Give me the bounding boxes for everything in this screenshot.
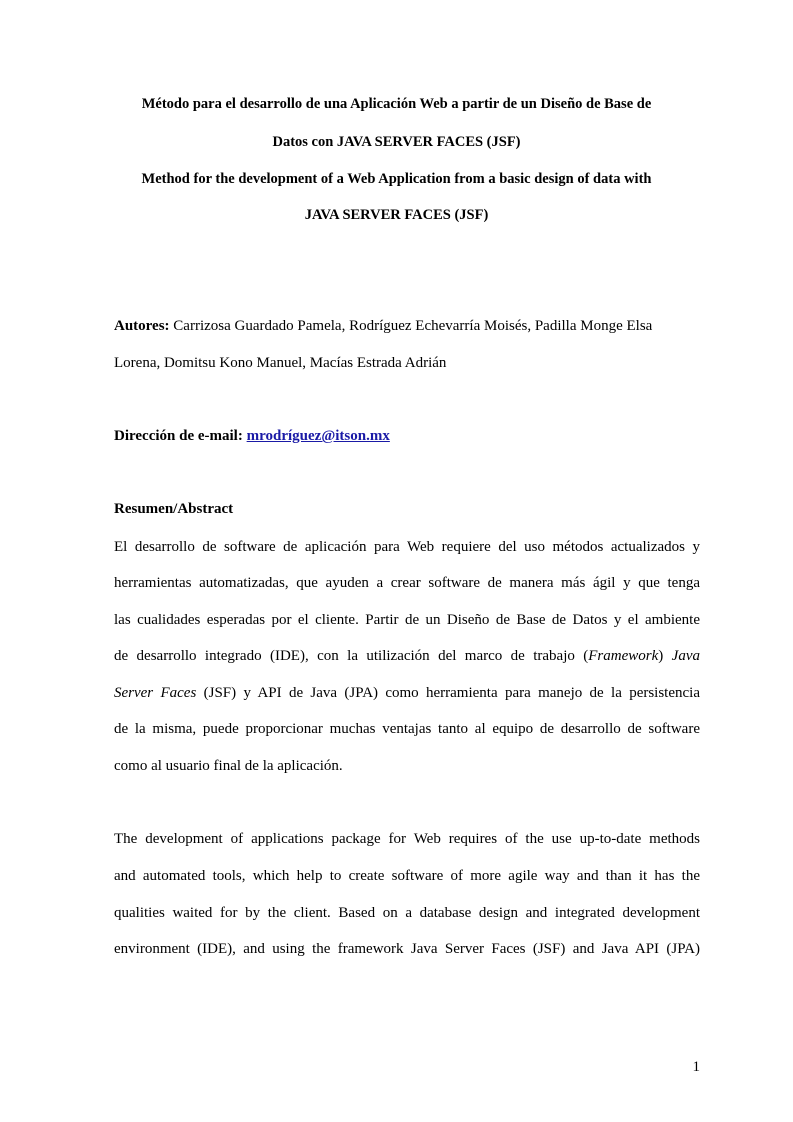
abstract-es-line-2: herramientas automatizadas, que ayuden a crear software de manera más ágil y que tenga [114,575,700,591]
authors-line-2: Lorena, Domitsu Kono Manuel, Macías Estrada Adrián [114,355,447,371]
title-english-line-2: JAVA SERVER FACES (JSF) [304,207,489,223]
email-link[interactable]: mrodríguez@itson.mx [246,428,390,444]
abstract-es-line-4-text: de desarrollo integrado (IDE), con la utilización del marco de trabajo ( [114,648,589,664]
abstract-es-line-4 [114,647,700,665]
abstract-heading: Resumen/Abstract [114,501,234,517]
framework-italic: Framework [588,648,659,664]
title-english-line-1: Method for the development of a Web Application from a basic design of data with [141,171,652,187]
title-spanish-line-1: Método para el desarrollo de una Aplicación Web a partir de un Diseño de Base de [141,96,652,112]
abstract-en-line-4: environment (IDE), and using the framework Java Server Faces (JSF) and Java API (JPA) [114,941,700,957]
server-faces-italic: Server Faces [114,685,197,701]
abstract-es-line-5 [114,684,700,702]
authors-label: Autores: [114,318,170,334]
authors-names-1: Carrizosa Guardado Pamela, Rodríguez Echevarría Moisés, Padilla Monge Elsa [169,318,653,334]
abstract-en-line-3: qualities waited for by the client. Based on a database design and integrated development [114,905,700,921]
abstract-es-line-7: como al usuario final de la aplicación. [114,758,343,774]
abstract-es-line-6: de la misma, puede proporcionar muchas ventajas tanto al equipo de desarrollo de software [114,721,700,737]
abstract-es-line-3: las cualidades esperadas por el cliente. Partir de un Diseño de Base de Datos y el ambiente [114,612,700,628]
abstract-en-line-2: and automated tools, which help to create software of more agile way and than it has the [114,868,700,884]
title-spanish-line-2: Datos con JAVA SERVER FACES (JSF) [272,134,521,150]
page-number: 1 [692,1059,700,1075]
email-line [114,427,700,445]
abstract-en-line-1: The development of applications package for Web requires of the use up-to-date methods [114,831,700,847]
authors-line-1 [114,317,700,335]
abstract-es-line-4-mid: ) [658,648,672,664]
abstract-es-line-5-text: (JSF) y API de Java (JPA) como herramienta para manejo de la persistencia [196,685,700,701]
abstract-es-line-1: El desarrollo de software de aplicación para Web requiere del uso métodos actualizados y [114,539,700,555]
java-italic: Java [671,648,700,664]
email-label: Dirección de e-mail: [114,428,247,444]
